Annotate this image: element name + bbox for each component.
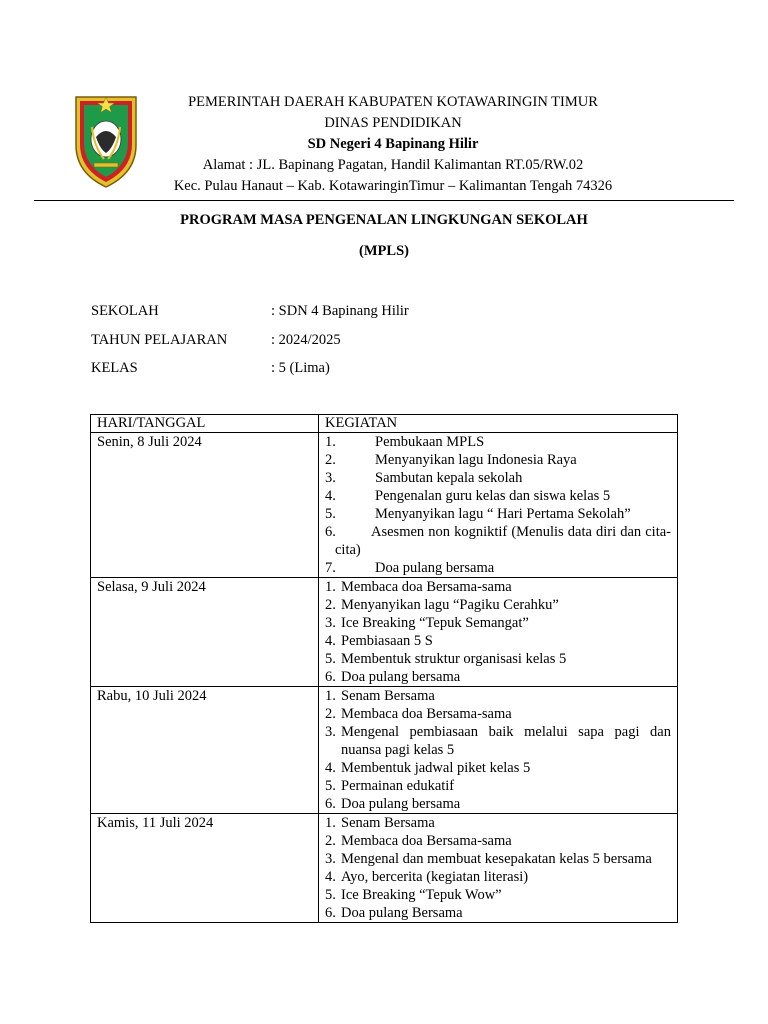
list-item: 6. Asesmen non kogniktif (Menulis data diri dan cita-cita) [325, 524, 671, 558]
activities-cell [319, 433, 678, 578]
address-line-2: Kec. Pulau Hanaut – Kab. KotawaringinTimur – Kalimantan Tengah 74326 [173, 178, 613, 194]
list-item: 6. Doa pulang Bersama [325, 905, 463, 921]
list-item: 5. Permainan edukatif [325, 778, 455, 794]
day-cell: Rabu, 10 Juli 2024 [91, 687, 319, 814]
list-item: 1. Pembukaan MPLS [325, 434, 485, 450]
list-item: 2. Menyanyikan lagu “Pagiku Cerahku” [325, 597, 559, 613]
activity-list [325, 814, 671, 922]
activities-cell [319, 814, 678, 923]
info-label: SEKOLAH [91, 303, 159, 319]
address-line-1: Alamat : JL. Bapinang Pagatan, Handil Kalimantan RT.05/RW.02 [202, 157, 584, 173]
list-item: 3. Sambutan kepala sekolah [325, 470, 523, 486]
info-row-class [91, 358, 330, 378]
info-value: : 5 (Lima) [271, 360, 330, 376]
list-item: 3. Mengenal pembiasaan baik melalui sapa pagi dan nuansa pagi kelas 5 [325, 724, 671, 758]
info-value: : SDN 4 Bapinang Hilir [271, 303, 409, 319]
day-cell: Senin, 8 Juli 2024 [91, 433, 319, 578]
document-title: PROGRAM MASA PENGENALAN LINGKUNGAN SEKOLAH [180, 212, 588, 228]
info-label: KELAS [91, 360, 138, 376]
table-row [91, 578, 678, 687]
list-item: 5. Ice Breaking “Tepuk Wow” [325, 887, 502, 903]
regency-emblem-logo [72, 87, 140, 189]
table-row [91, 433, 678, 578]
list-item: 1. Membaca doa Bersama-sama [325, 579, 512, 595]
column-header-activity: KEGIATAN [319, 415, 678, 433]
list-item: 3. Ice Breaking “Tepuk Semangat” [325, 615, 529, 631]
list-item: 6. Doa pulang bersama [325, 669, 461, 685]
letterhead [150, 92, 636, 197]
info-label: TAHUN PELAJARAN [91, 332, 228, 348]
list-item: 5. Membentuk struktur organisasi kelas 5 [325, 651, 567, 667]
letterhead-divider [34, 200, 734, 201]
activity-list [325, 578, 671, 686]
list-item: 4. Membentuk jadwal piket kelas 5 [325, 760, 531, 776]
info-row-year [91, 330, 341, 350]
department-name: DINAS PENDIDIKAN [324, 115, 462, 131]
list-item: 4. Ayo, bercerita (kegiatan literasi) [325, 869, 529, 885]
list-item: 2. Membaca doa Bersama-sama [325, 706, 512, 722]
info-row-school [91, 301, 409, 321]
list-item: 6. Doa pulang bersama [325, 796, 461, 812]
school-name: SD Negeri 4 Bapinang Hilir [307, 136, 479, 152]
activity-list [325, 687, 671, 813]
table-row [91, 814, 678, 923]
list-item: 4. Pembiasaan 5 S [325, 633, 433, 649]
activity-list [325, 433, 671, 577]
day-cell: Selasa, 9 Juli 2024 [91, 578, 319, 687]
day-cell: Kamis, 11 Juli 2024 [91, 814, 319, 923]
list-item: 7. Doa pulang bersama [325, 560, 495, 576]
column-header-day: HARI/TANGGAL [91, 415, 319, 433]
table-header-row [91, 415, 678, 433]
list-item: 2. Membaca doa Bersama-sama [325, 833, 512, 849]
list-item: 5. Menyanyikan lagu “ Hari Pertama Sekolah” [325, 506, 631, 522]
schedule-table [90, 414, 678, 923]
activities-cell [319, 578, 678, 687]
list-item: 2. Menyanyikan lagu Indonesia Raya [325, 452, 577, 468]
activities-cell [319, 687, 678, 814]
list-item: 4. Pengenalan guru kelas dan siswa kelas 5 [325, 488, 611, 504]
info-value: : 2024/2025 [271, 332, 341, 348]
government-name: PEMERINTAH DAERAH KABUPATEN KOTAWARINGIN TIMUR [188, 94, 598, 110]
table-row [91, 687, 678, 814]
list-item: 1. Senam Bersama [325, 688, 435, 704]
list-item: 1. Senam Bersama [325, 815, 435, 831]
document-subtitle: (MPLS) [359, 243, 409, 259]
list-item: 3. Mengenal dan membuat kesepakatan kelas 5 bersama [325, 851, 652, 867]
